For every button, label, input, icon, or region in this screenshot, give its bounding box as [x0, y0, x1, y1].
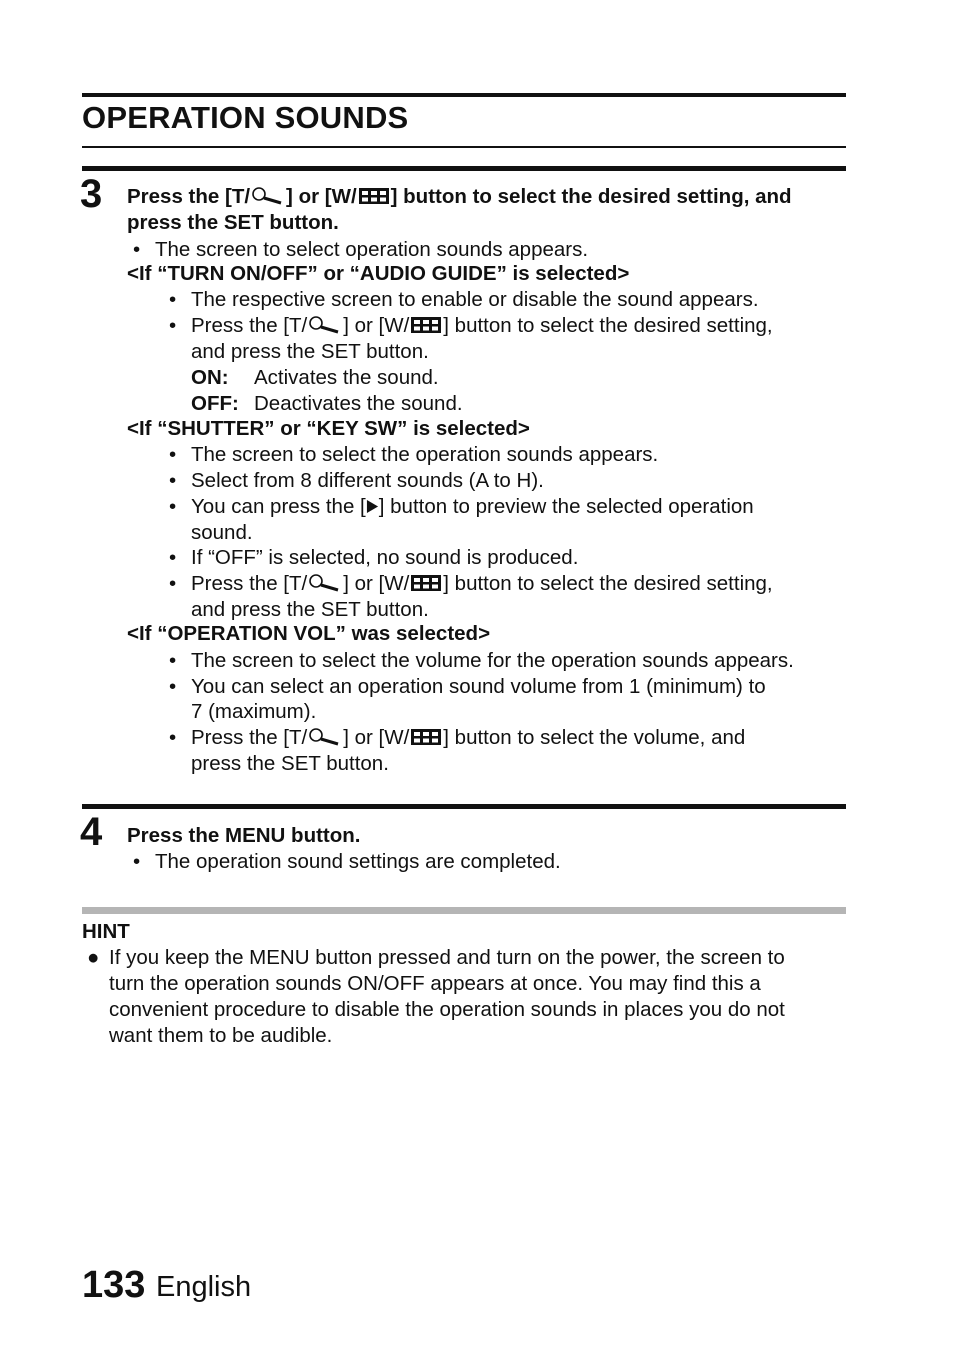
- magnifier-icon: [308, 728, 342, 746]
- bullet-dot: ●: [87, 946, 100, 969]
- step4-rule: [82, 804, 846, 809]
- bullet-dot: •: [169, 675, 177, 698]
- sec1-bullet-2-line2: and press the SET button.: [191, 340, 429, 363]
- sec1-bullet-1: The respective screen to enable or disable the sound appears.: [191, 288, 759, 311]
- sec1-bullet-2: Press the [T/ ] or [W/ ] button to select the desired setting,: [191, 314, 773, 337]
- on-label: ON:: [191, 366, 229, 389]
- bullet-dot: •: [169, 726, 177, 749]
- hint-text-line2: turn the operation sounds ON/OFF appears at once. You may find this a: [109, 972, 761, 995]
- sec2-bullet-2: Select from 8 different sounds (A to H).: [191, 469, 544, 492]
- step4-instruction: Press the MENU button.: [127, 824, 361, 847]
- bullet-dot: •: [169, 649, 177, 672]
- bullet-dot: •: [169, 495, 177, 518]
- hint-label: HINT: [82, 920, 130, 943]
- step-number-4: 4: [80, 810, 103, 854]
- page-title: OPERATION SOUNDS: [82, 100, 409, 135]
- sec3-bullet-2-line2: 7 (maximum).: [191, 700, 317, 723]
- thumbnail-grid-icon: [358, 187, 390, 205]
- sec3-bullet-3-line2: press the SET button.: [191, 752, 389, 775]
- section-heading-operation-vol: <If “OPERATION VOL” was selected>: [127, 622, 491, 645]
- bullet-dot: •: [133, 238, 141, 261]
- section-heading-shutter: <If “SHUTTER” or “KEY SW” is selected>: [127, 417, 530, 440]
- hint-text-line3: convenient procedure to disable the operation sounds in places you do not: [109, 998, 785, 1021]
- sec2-bullet-5: Press the [T/ ] or [W/ ] button to select the desired setting,: [191, 572, 773, 595]
- sec2-bullet-3-line2: sound.: [191, 521, 253, 544]
- bullet-dot: •: [169, 572, 177, 595]
- sec3-bullet-3: Press the [T/ ] or [W/ ] button to select the volume, and: [191, 726, 746, 749]
- sec2-bullet-4: If “OFF” is selected, no sound is produced.: [191, 546, 579, 569]
- thumbnail-grid-icon: [410, 728, 442, 746]
- step3-bullet-1: The screen to select operation sounds appears.: [155, 238, 589, 261]
- sec3-bullet-1: The screen to select the volume for the operation sounds appears.: [191, 649, 794, 672]
- magnifier-icon: [308, 316, 342, 334]
- hint-text-line4: want them to be audible.: [109, 1024, 333, 1047]
- step4-bullet-1: The operation sound settings are completed.: [155, 850, 561, 873]
- step3-rule: [82, 166, 846, 171]
- hint-bar: [82, 907, 846, 914]
- title-top-rule: [82, 93, 846, 97]
- section-heading-turn-on-off: <If “TURN ON/OFF” or “AUDIO GUIDE” is selected>: [127, 262, 630, 285]
- bullet-dot: •: [133, 850, 141, 873]
- sec3-bullet-2: You can select an operation sound volume from 1 (minimum) to: [191, 675, 766, 698]
- bullet-dot: •: [169, 546, 177, 569]
- bullet-dot: •: [169, 288, 177, 311]
- bullet-dot: •: [169, 314, 177, 337]
- thumbnail-grid-icon: [410, 316, 442, 334]
- magnifier-icon: [308, 574, 342, 592]
- magnifier-icon: [251, 187, 285, 205]
- off-label: OFF:: [191, 392, 239, 415]
- sec2-bullet-5-line2: and press the SET button.: [191, 598, 429, 621]
- bullet-dot: •: [169, 443, 177, 466]
- on-text: Activates the sound.: [254, 366, 439, 389]
- sec2-bullet-1: The screen to select the operation sounds appears.: [191, 443, 659, 466]
- off-text: Deactivates the sound.: [254, 392, 463, 415]
- play-triangle-icon: [366, 499, 379, 514]
- thumbnail-grid-icon: [410, 574, 442, 592]
- bullet-dot: •: [169, 469, 177, 492]
- step3-instruction-line2: press the SET button.: [127, 211, 339, 234]
- step3-instruction: Press the [T/ ] or [W/ ] button to select the desired setting, and: [127, 185, 792, 208]
- hint-text-line1: If you keep the MENU button pressed and turn on the power, the screen to: [109, 946, 785, 969]
- page-number: 133: [82, 1264, 146, 1306]
- step-number-3: 3: [80, 172, 103, 216]
- page-language: English: [156, 1271, 252, 1303]
- sec2-bullet-3: You can press the [ ] button to preview the selected operation: [191, 495, 754, 518]
- title-bottom-rule: [82, 146, 846, 148]
